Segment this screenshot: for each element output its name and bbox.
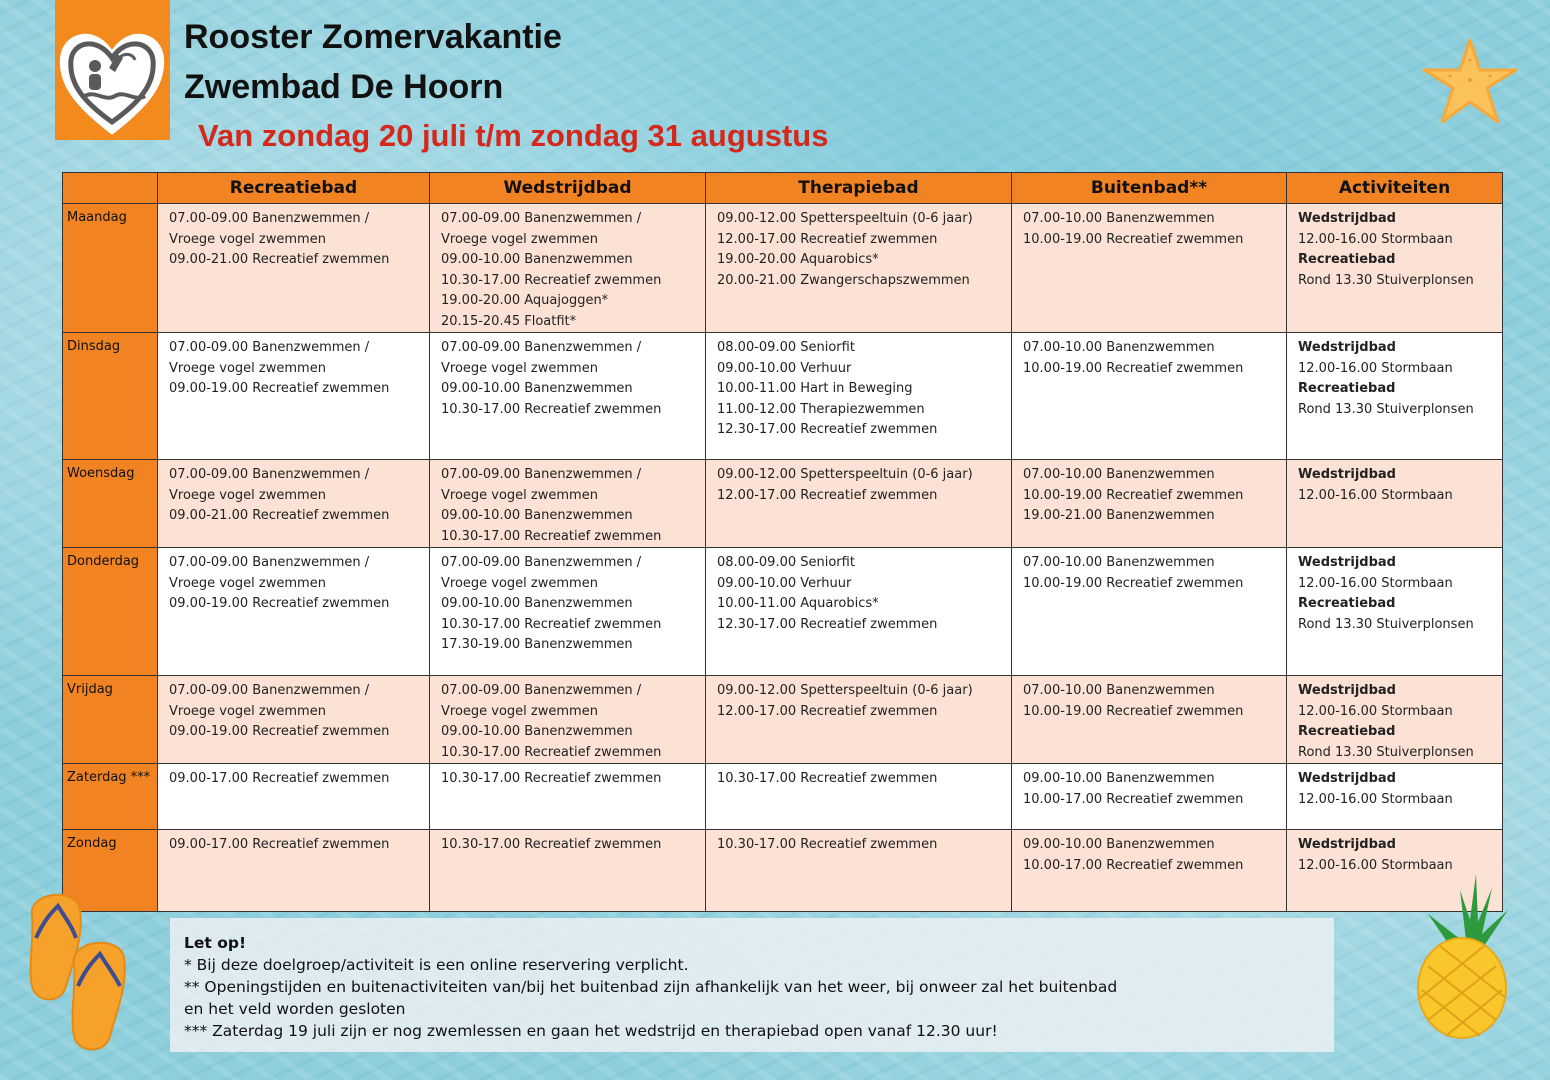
- cell-pool-label: Wedstrijdbad: [1298, 340, 1396, 355]
- schedule-cell: [1287, 548, 1503, 676]
- cell-line: 12.00-16.00 Stormbaan: [1298, 857, 1453, 873]
- cell-line: Rond 13.30 Stuiverplonsen: [1298, 272, 1474, 288]
- schedule-cell: [706, 548, 1012, 676]
- cell-line: 09.00-19.00 Recreatief zwemmen: [169, 381, 390, 396]
- cell-line: 11.00-12.00 Therapiezwemmen: [717, 401, 925, 417]
- cell-pool-label: Recreatiebad: [1298, 596, 1396, 611]
- starfish-icon: [1420, 36, 1520, 126]
- note-line: *** Zaterdag 19 juli zijn er nog zwemlessen en gaan het wedstrijd en therapiebad open vanaf 12.30 uur!: [184, 1022, 998, 1040]
- cell-line: 10.30-17.00 Recreatief zwemmen: [441, 616, 662, 632]
- cell-line: 07.00-09.00 Banenzwemmen /: [441, 467, 642, 482]
- day-cell: Zaterdag ***: [63, 764, 158, 830]
- cell-line: 19.00-20.00 Aquarobics*: [717, 252, 879, 267]
- notes-box: [170, 918, 1334, 1052]
- cell-line: 07.00-09.00 Banenzwemmen /: [169, 683, 370, 698]
- schedule-cell: [1287, 676, 1503, 764]
- cell-pool-label: Recreatiebad: [1298, 252, 1396, 267]
- schedule-table: [62, 172, 1503, 912]
- table-row: [63, 333, 1503, 460]
- schedule-cell: [1287, 204, 1503, 333]
- day-cell: Zondag: [63, 830, 158, 912]
- cell-line: 07.00-09.00 Banenzwemmen /: [169, 467, 370, 482]
- cell-line: Vroege vogel zwemmen: [169, 360, 326, 376]
- schedule-cell: [1012, 764, 1287, 830]
- flipflops-icon: [22, 886, 142, 1061]
- schedule-cell: [706, 676, 1012, 764]
- cell-line: 12.00-16.00 Stormbaan: [1298, 791, 1453, 807]
- day-cell: Dinsdag: [63, 333, 158, 460]
- cell-line: 12.00-17.00 Recreatief zwemmen: [717, 703, 938, 719]
- cell-line: 10.00-11.00 Aquarobics*: [717, 596, 879, 611]
- cell-line: 10.00-19.00 Recreatief zwemmen: [1023, 231, 1244, 247]
- table-row: [63, 830, 1503, 912]
- cell-pool-label: Wedstrijdbad: [1298, 837, 1396, 852]
- column-header: Recreatiebad: [158, 173, 430, 204]
- cell-line: 07.00-09.00 Banenzwemmen /: [441, 211, 642, 226]
- column-header: Wedstrijdbad: [430, 173, 706, 204]
- cell-line: 12.30-17.00 Recreatief zwemmen: [717, 422, 938, 437]
- cell-line: 10.30-17.00 Recreatief zwemmen: [441, 837, 662, 852]
- cell-line: 10.30-17.00 Recreatief zwemmen: [441, 771, 662, 786]
- schedule-cell: [430, 204, 706, 333]
- cell-line: 09.00-10.00 Banenzwemmen: [1023, 771, 1215, 786]
- cell-line: 09.00-10.00 Banenzwemmen: [441, 596, 633, 611]
- day-cell: Vrijdag: [63, 676, 158, 764]
- day-cell: Donderdag: [63, 548, 158, 676]
- schedule-cell: [1287, 333, 1503, 460]
- cell-line: 12.00-16.00 Stormbaan: [1298, 487, 1453, 503]
- cell-line: 10.30-17.00 Recreatief zwemmen: [441, 528, 662, 544]
- cell-line: Rond 13.30 Stuiverplonsen: [1298, 744, 1474, 760]
- schedule-cell: [430, 333, 706, 460]
- cell-line: 12.00-17.00 Recreatief zwemmen: [717, 231, 938, 247]
- cell-line: Rond 13.30 Stuiverplonsen: [1298, 401, 1474, 417]
- cell-line: 09.00-17.00 Recreatief zwemmen: [169, 771, 390, 786]
- cell-pool-label: Wedstrijdbad: [1298, 555, 1396, 570]
- notes-title: Let op!: [184, 934, 247, 952]
- cell-line: 10.30-17.00 Recreatief zwemmen: [441, 744, 662, 760]
- cell-line: 10.30-17.00 Recreatief zwemmen: [441, 272, 662, 288]
- schedule-cell: [430, 460, 706, 548]
- schedule-cell: [158, 333, 430, 460]
- cell-line: 07.00-09.00 Banenzwemmen /: [169, 555, 370, 570]
- cell-line: 19.00-20.00 Aquajoggen*: [441, 293, 609, 308]
- schedule-cell: [706, 830, 1012, 912]
- schedule-cell: [430, 676, 706, 764]
- cell-line: 20.15-20.45 Floatfit*: [441, 313, 577, 329]
- cell-line: Vroege vogel zwemmen: [441, 360, 598, 376]
- cell-line: 09.00-17.00 Recreatief zwemmen: [169, 837, 390, 852]
- cell-line: 07.00-09.00 Banenzwemmen /: [441, 555, 642, 570]
- cell-line: 07.00-09.00 Banenzwemmen /: [169, 340, 370, 355]
- date-range: Van zondag 20 juli t/m zondag 31 augustus: [198, 118, 829, 153]
- cell-line: Vroege vogel zwemmen: [441, 703, 598, 719]
- cell-line: 12.00-16.00 Stormbaan: [1298, 360, 1453, 376]
- cell-line: Rond 13.30 Stuiverplonsen: [1298, 616, 1474, 632]
- cell-line: Vroege vogel zwemmen: [441, 231, 598, 247]
- table-row: [63, 676, 1503, 764]
- cell-line: 09.00-12.00 Spetterspeeltuin (0-6 jaar): [717, 467, 973, 482]
- cell-line: 12.00-16.00 Stormbaan: [1298, 575, 1453, 591]
- cell-line: 07.00-10.00 Banenzwemmen: [1023, 211, 1215, 226]
- cell-pool-label: Recreatiebad: [1298, 724, 1396, 739]
- schedule-cell: [706, 333, 1012, 460]
- cell-line: 07.00-09.00 Banenzwemmen /: [441, 340, 642, 355]
- note-line: * Bij deze doelgroep/activiteit is een online reservering verplicht.: [184, 956, 689, 974]
- cell-line: 12.00-16.00 Stormbaan: [1298, 231, 1453, 247]
- cell-line: 09.00-12.00 Spetterspeeltuin (0-6 jaar): [717, 211, 973, 226]
- schedule-cell: [1287, 460, 1503, 548]
- cell-line: 10.00-19.00 Recreatief zwemmen: [1023, 575, 1244, 591]
- cell-pool-label: Wedstrijdbad: [1298, 771, 1396, 786]
- day-cell: Maandag: [63, 204, 158, 333]
- cell-line: 09.00-21.00 Recreatief zwemmen: [169, 252, 390, 267]
- schedule-cell: [158, 548, 430, 676]
- table-row: [63, 764, 1503, 830]
- cell-line: 12.30-17.00 Recreatief zwemmen: [717, 616, 938, 632]
- cell-line: Vroege vogel zwemmen: [441, 487, 598, 503]
- cell-line: 09.00-12.00 Spetterspeeltuin (0-6 jaar): [717, 683, 973, 698]
- cell-line: 19.00-21.00 Banenzwemmen: [1023, 508, 1215, 523]
- column-header: Therapiebad: [706, 173, 1012, 204]
- cell-line: 12.00-16.00 Stormbaan: [1298, 703, 1453, 719]
- cell-line: 10.30-17.00 Recreatief zwemmen: [717, 837, 938, 852]
- table-row: [63, 548, 1503, 676]
- schedule-cell: [706, 764, 1012, 830]
- cell-line: 09.00-19.00 Recreatief zwemmen: [169, 596, 390, 611]
- schedule-cell: [158, 764, 430, 830]
- schedule-cell: [1012, 460, 1287, 548]
- cell-line: Vroege vogel zwemmen: [169, 487, 326, 503]
- column-header: Buitenbad**: [1012, 173, 1287, 204]
- cell-line: 10.30-17.00 Recreatief zwemmen: [717, 771, 938, 786]
- cell-line: 07.00-10.00 Banenzwemmen: [1023, 555, 1215, 570]
- schedule-cell: [158, 676, 430, 764]
- logo-box: [55, 0, 170, 140]
- cell-line: 08.00-09.00 Seniorfit: [717, 340, 855, 355]
- schedule-cell: [1287, 764, 1503, 830]
- table-row: [63, 460, 1503, 548]
- cell-line: 07.00-09.00 Banenzwemmen /: [169, 211, 370, 226]
- schedule-body: [63, 204, 1503, 912]
- cell-line: 09.00-19.00 Recreatief zwemmen: [169, 724, 390, 739]
- schedule-cell: [1012, 333, 1287, 460]
- cell-line: 07.00-09.00 Banenzwemmen /: [441, 683, 642, 698]
- cell-line: 10.00-19.00 Recreatief zwemmen: [1023, 703, 1244, 719]
- cell-line: 09.00-10.00 Banenzwemmen: [1023, 837, 1215, 852]
- page-title-line1: Rooster Zomervakantie: [184, 18, 562, 56]
- cell-line: Vroege vogel zwemmen: [441, 575, 598, 591]
- cell-pool-label: Wedstrijdbad: [1298, 211, 1396, 226]
- cell-line: 09.00-10.00 Verhuur: [717, 360, 852, 376]
- schedule-cell: [430, 764, 706, 830]
- cell-line: 12.00-17.00 Recreatief zwemmen: [717, 487, 938, 503]
- cell-line: 20.00-21.00 Zwangerschapszwemmen: [717, 272, 970, 288]
- cell-line: 07.00-10.00 Banenzwemmen: [1023, 467, 1215, 482]
- schedule-cell: [706, 204, 1012, 333]
- schedule-cell: [1012, 204, 1287, 333]
- pineapple-icon: [1410, 870, 1525, 1040]
- cell-line: 07.00-10.00 Banenzwemmen: [1023, 683, 1215, 698]
- header-corner: [63, 173, 158, 204]
- schedule-cell: [430, 548, 706, 676]
- schedule-cell: [706, 460, 1012, 548]
- day-cell: Woensdag: [63, 460, 158, 548]
- cell-line: Vroege vogel zwemmen: [169, 231, 326, 247]
- cell-line: Vroege vogel zwemmen: [169, 575, 326, 591]
- cell-line: Vroege vogel zwemmen: [169, 703, 326, 719]
- schedule-cell: [158, 460, 430, 548]
- table-row: [63, 204, 1503, 333]
- schedule-cell: [430, 830, 706, 912]
- schedule-cell: [158, 204, 430, 333]
- cell-line: 09.00-10.00 Banenzwemmen: [441, 724, 633, 739]
- schedule-cell: [158, 830, 430, 912]
- schedule-cell: [1012, 548, 1287, 676]
- column-header: Activiteiten: [1287, 173, 1503, 204]
- cell-line: 10.00-11.00 Hart in Beweging: [717, 381, 913, 396]
- cell-line: 09.00-21.00 Recreatief zwemmen: [169, 508, 390, 523]
- cell-line: 17.30-19.00 Banenzwemmen: [441, 637, 633, 652]
- note-line: ** Openingstijden en buitenactiviteiten van/bij het buitenbad zijn afhankelijk van het weer, bij onweer zal het buitenbad: [184, 978, 1118, 996]
- page-title-line2: Zwembad De Hoorn: [184, 68, 504, 106]
- schedule-cell: [1012, 676, 1287, 764]
- cell-line: 09.00-10.00 Banenzwemmen: [441, 508, 633, 523]
- schedule-cell: [1012, 830, 1287, 912]
- cell-line: 09.00-10.00 Banenzwemmen: [441, 252, 633, 267]
- cell-line: 10.00-19.00 Recreatief zwemmen: [1023, 360, 1244, 376]
- heart-swimmers-logo-icon: [55, 18, 170, 140]
- cell-line: 09.00-10.00 Banenzwemmen: [441, 381, 633, 396]
- cell-pool-label: Wedstrijdbad: [1298, 467, 1396, 482]
- cell-pool-label: Wedstrijdbad: [1298, 683, 1396, 698]
- cell-line: 10.00-17.00 Recreatief zwemmen: [1023, 791, 1244, 807]
- cell-line: 07.00-10.00 Banenzwemmen: [1023, 340, 1215, 355]
- cell-line: 10.00-17.00 Recreatief zwemmen: [1023, 857, 1244, 873]
- cell-line: 09.00-10.00 Verhuur: [717, 575, 852, 591]
- cell-line: 08.00-09.00 Seniorfit: [717, 555, 855, 570]
- table-header-row: [63, 173, 1503, 204]
- cell-pool-label: Recreatiebad: [1298, 381, 1396, 396]
- cell-line: 10.30-17.00 Recreatief zwemmen: [441, 401, 662, 417]
- cell-line: 10.00-19.00 Recreatief zwemmen: [1023, 487, 1244, 503]
- note-line: en het veld worden gesloten: [184, 1000, 406, 1018]
